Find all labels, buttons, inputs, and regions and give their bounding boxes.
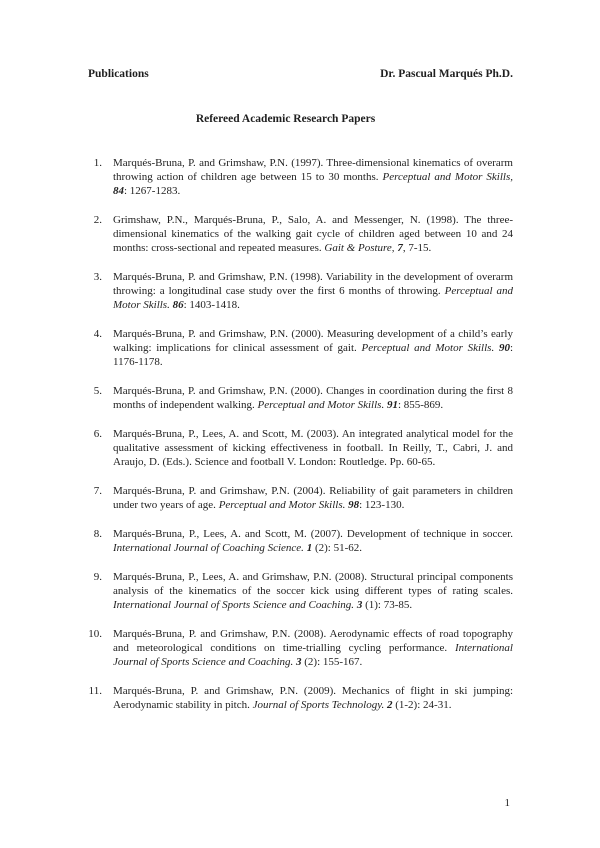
reference-text bbox=[113, 270, 513, 312]
reference-text-run: : 123-130. bbox=[359, 499, 405, 511]
reference-text bbox=[113, 327, 513, 369]
reference-text-run: Marqués-Bruna, P. and Grimshaw, P.N. (2004). Reliability of gait parameters in children under two years of age. bbox=[113, 485, 513, 511]
reference-text-run: Marqués-Bruna, P., Lees, A. and Scott, M. (2003). An integrated analytical model for the qualitative assessment of kicking effectiveness in football. In Reilly, T., Cabri, J. and Araujo, D. (Eds.). Science and football V. London: Routledge. Pp. 60-65. bbox=[113, 428, 513, 468]
reference-text-run: Perceptual and Motor Skills. bbox=[218, 499, 349, 511]
reference-text-run: Marqués-Bruna, P. and Grimshaw, P.N. (2000). Changes in coordination during the first 8 months of independent walking. bbox=[113, 385, 513, 411]
header-author-label: Dr. Pascual Marqués Ph.D. bbox=[380, 68, 513, 80]
header-publications-label: Publications bbox=[88, 68, 149, 80]
reference-text-run: (1-2): 24-31. bbox=[392, 699, 452, 711]
reference-number: 6. bbox=[93, 428, 102, 440]
reference-item bbox=[88, 427, 513, 469]
reference-text bbox=[113, 570, 513, 612]
reference-text-run: Marqués-Bruna, P. and Grimshaw, P.N. (1998). Variability in the development of overarm throwing: a longitudinal case study over the first 6 months of throwing. bbox=[113, 271, 513, 297]
reference-number: 1. bbox=[93, 157, 102, 169]
reference-text-run: International Journal of Sports Science and Coaching. bbox=[113, 642, 513, 668]
reference-text-run: 90 bbox=[498, 342, 510, 354]
reference-text-run: , 7-15. bbox=[402, 242, 432, 254]
reference-text bbox=[113, 427, 513, 469]
reference-text-run: Grimshaw, P.N., Marqués-Bruna, P., Salo, A. and Messenger, N. (1998). The three-dimensional kinematics of the walking gait cycle of children aged between 10 and 24 months: cross-sectional and repeated measures. bbox=[113, 214, 513, 254]
reference-text bbox=[113, 527, 513, 555]
reference-text-run: Marqués-Bruna, P. and Grimshaw, P.N. (2009). Mechanics of flight in ski jumping: Aerodynamic stability in pitch. bbox=[113, 685, 513, 711]
reference-text-run: (2): 155-167. bbox=[301, 656, 363, 668]
reference-text-run: 2 bbox=[386, 699, 393, 711]
reference-text bbox=[113, 384, 513, 412]
reference-text bbox=[113, 484, 513, 512]
reference-text bbox=[113, 213, 513, 255]
reference-text-run: 84 bbox=[113, 185, 124, 197]
reference-text-run: : 1176-1178. bbox=[113, 342, 513, 368]
reference-number: 3. bbox=[93, 271, 102, 283]
reference-number: 11. bbox=[88, 685, 102, 697]
reference-item bbox=[88, 570, 513, 612]
reference-item bbox=[88, 384, 513, 412]
reference-text-run: 86 bbox=[172, 299, 184, 311]
reference-text-run: : 1267-1283. bbox=[124, 185, 181, 197]
reference-number: 2. bbox=[93, 214, 102, 226]
reference-item bbox=[88, 484, 513, 512]
reference-text-run: Perceptual and Motor Skills. bbox=[257, 399, 387, 411]
reference-text-run: Perceptual and Motor Skills, bbox=[382, 171, 513, 183]
page-header bbox=[88, 68, 513, 80]
reference-list bbox=[88, 156, 513, 727]
reference-text-run: (2): 51-62. bbox=[312, 542, 362, 554]
reference-text-run: (1): 73-85. bbox=[362, 599, 413, 611]
reference-text-run: 3 bbox=[356, 599, 363, 611]
reference-text-run: Marqués-Bruna, P., Lees, A. and Grimshaw, P.N. (2008). Structural principal components analysis of the kinematics of the soccer kick using different types of rating scales. bbox=[113, 571, 513, 597]
reference-text-run: International Journal of Sports Science and Coaching. bbox=[113, 599, 357, 611]
reference-number: 7. bbox=[93, 485, 102, 497]
reference-item bbox=[88, 156, 513, 198]
reference-text-run: Gait & Posture, bbox=[324, 242, 398, 254]
reference-text-run: International Journal of Coaching Science. bbox=[113, 542, 307, 554]
section-title: Refereed Academic Research Papers bbox=[195, 113, 376, 125]
reference-item bbox=[88, 527, 513, 555]
reference-text-run: 3 bbox=[296, 656, 302, 668]
reference-number: 5. bbox=[93, 385, 102, 397]
page-number: 1 bbox=[504, 797, 510, 809]
reference-text-run: : 1403-1418. bbox=[183, 299, 240, 311]
reference-text-run: Marqués-Bruna, P. and Grimshaw, P.N. (1997). Three-dimensional kinematics of overarm throwing action of children age between 15 to 30 months. bbox=[113, 157, 513, 183]
reference-text-run: : 855-869. bbox=[397, 399, 444, 411]
reference-number: 8. bbox=[93, 528, 102, 540]
reference-text-run: 91 bbox=[386, 399, 398, 411]
reference-text-run: Perceptual and Motor Skills. bbox=[113, 285, 513, 311]
reference-text-run: 7 bbox=[397, 242, 403, 254]
reference-text-run: Journal of Sports Technology. bbox=[252, 699, 387, 711]
reference-text-run: Marqués-Bruna, P. and Grimshaw, P.N. (2008). Aerodynamic effects of road topography and meteorological conditions on time-trialling cycling performance. bbox=[113, 628, 513, 654]
reference-text-run: Perceptual and Motor Skills. bbox=[361, 342, 499, 354]
reference-number: 4. bbox=[93, 328, 102, 340]
reference-text-run: 98 bbox=[348, 499, 360, 511]
reference-item bbox=[88, 684, 513, 712]
reference-item bbox=[88, 327, 513, 369]
reference-number: 9. bbox=[93, 571, 102, 583]
reference-text bbox=[113, 627, 513, 669]
reference-text-run: 1 bbox=[306, 542, 313, 554]
reference-text bbox=[113, 684, 513, 712]
reference-text bbox=[113, 156, 513, 198]
reference-text-run: Marqués-Bruna, P., Lees, A. and Scott, M. (2007). Development of technique in soccer. bbox=[113, 528, 513, 540]
reference-text-run: Marqués-Bruna, P. and Grimshaw, P.N. (2000). Measuring development of a child’s early walking: implications for clinical assessment of gait. bbox=[113, 328, 513, 354]
reference-item bbox=[88, 213, 513, 255]
reference-number: 10. bbox=[88, 628, 102, 640]
reference-item bbox=[88, 627, 513, 669]
reference-item bbox=[88, 270, 513, 312]
